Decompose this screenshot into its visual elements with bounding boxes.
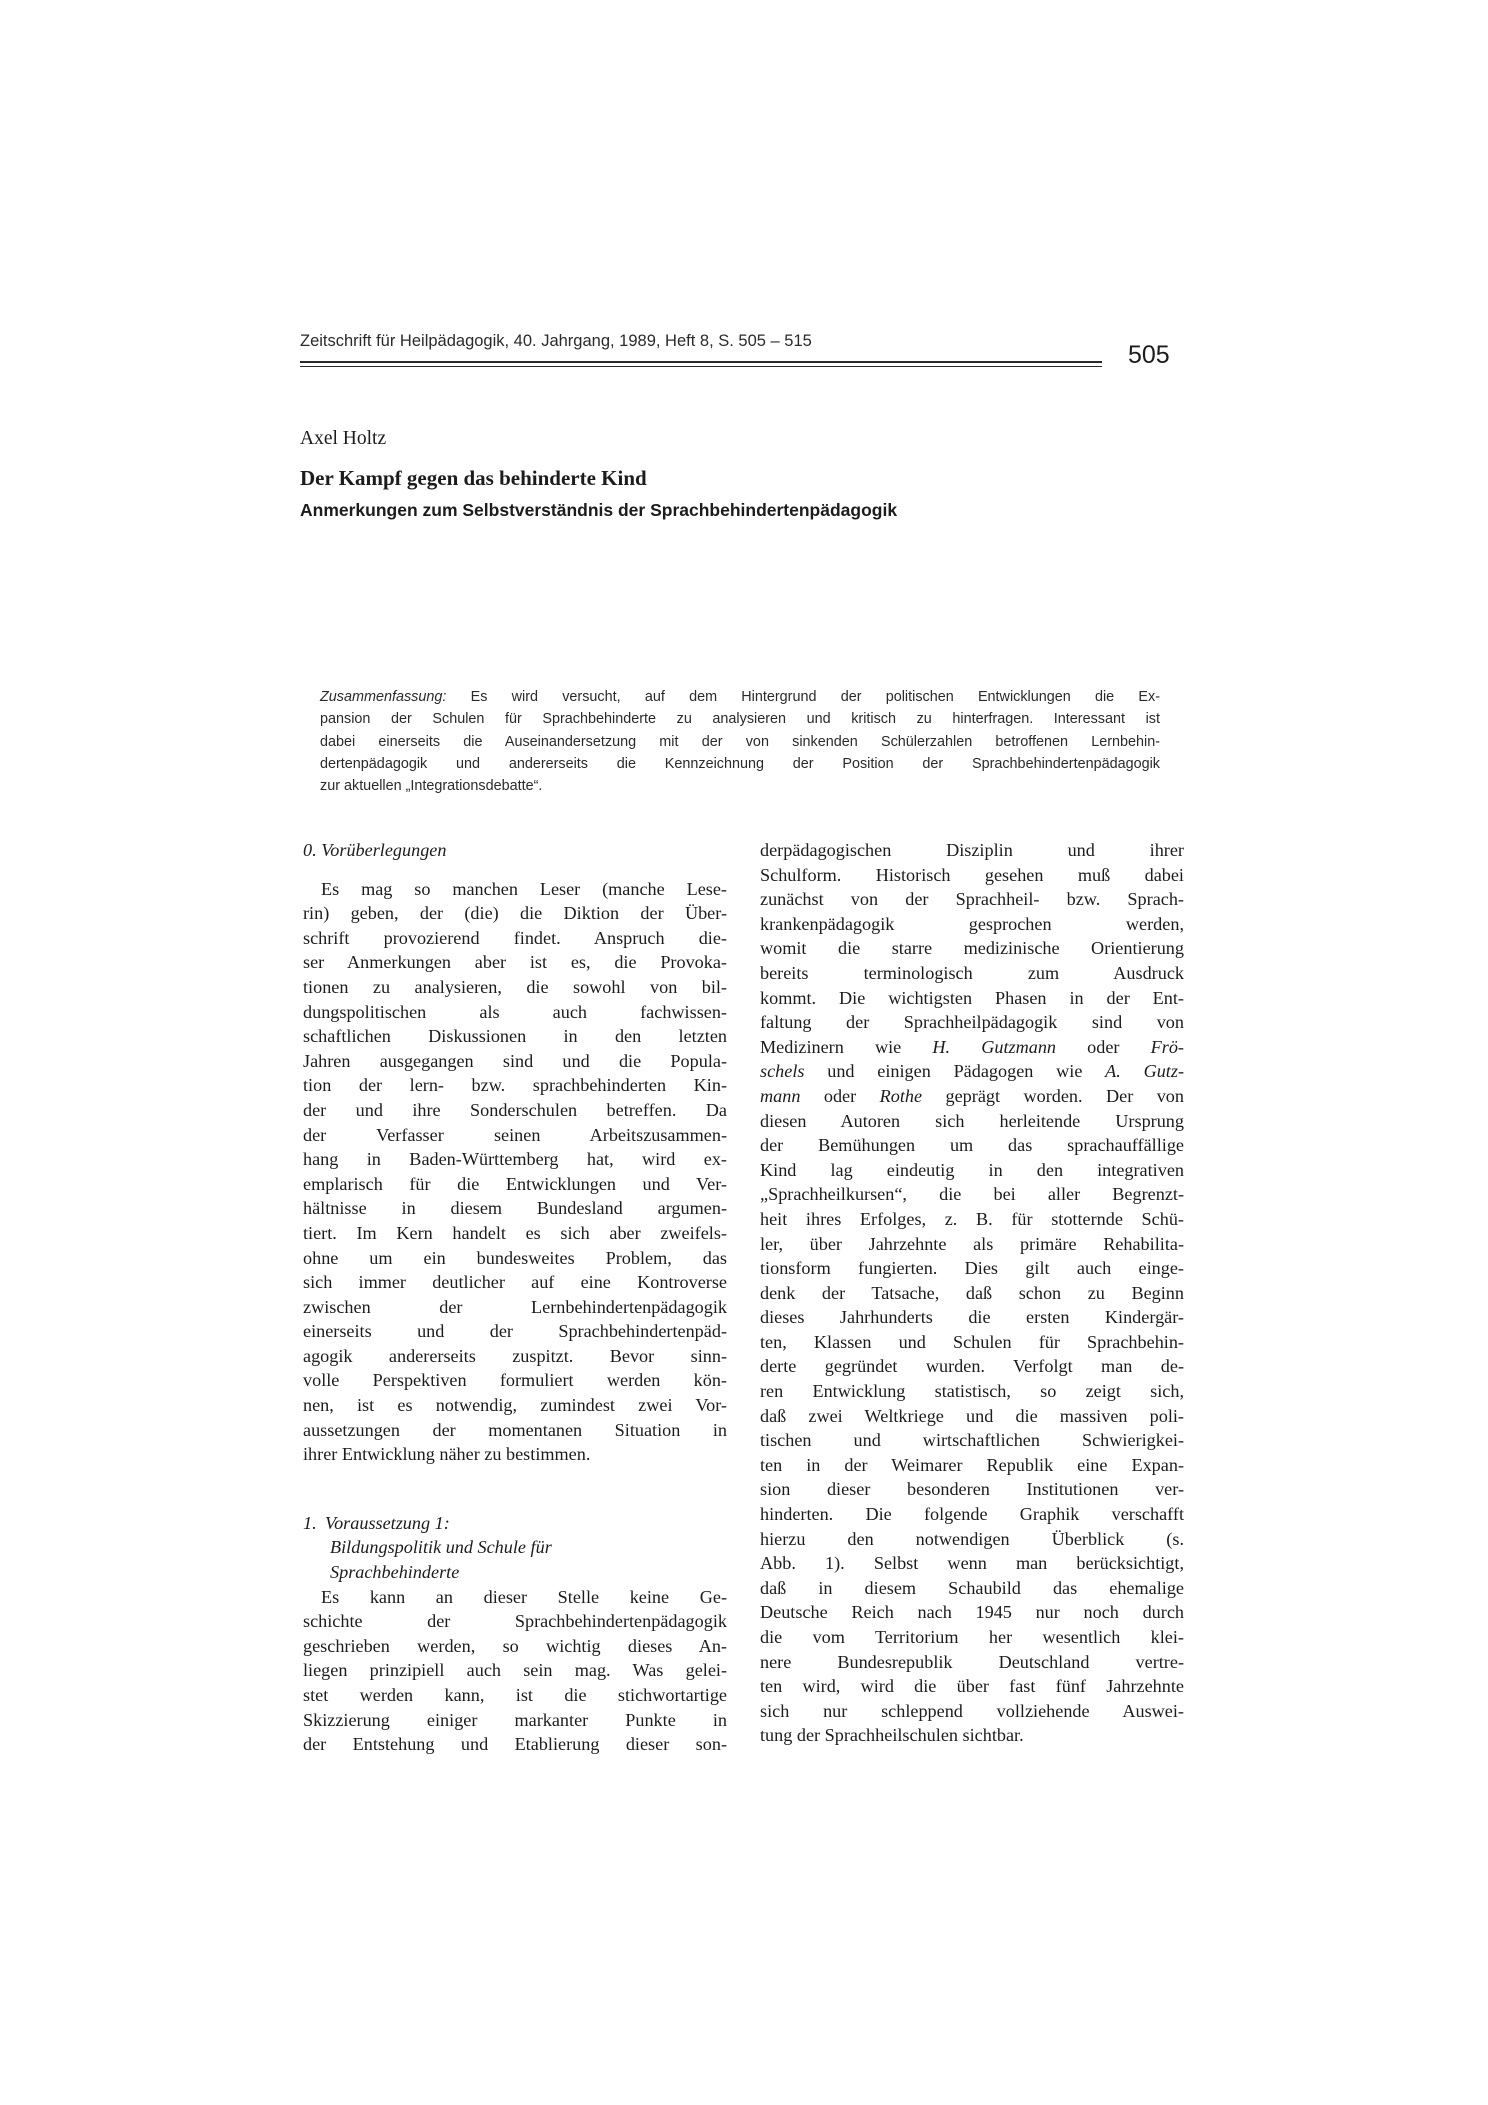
person-name: H. Gutzmann (932, 1036, 1057, 1057)
abstract-line: zur aktuellen „Integrationsdebatte“. (320, 778, 543, 795)
abstract (320, 686, 1160, 797)
text-line: denk der Tatsache, daß schon zu Beginn (760, 1282, 1184, 1303)
header-rule (300, 361, 1102, 363)
text-line: hältnisse in diesem Bundesland argumen- (303, 1198, 727, 1219)
text-line: ren Entwicklung statistisch, so zeigt sich, (760, 1381, 1184, 1402)
text-line: liegen prinzipiell auch sein mag. Was gelei- (303, 1660, 727, 1681)
left-column (303, 838, 727, 1757)
text-line: hierzu den notwendigen Überblick (s. (760, 1528, 1184, 1549)
text-line: Jahren ausgegangen sind und die Popula- (303, 1050, 727, 1071)
article-subtitle: Anmerkungen zum Selbstverständnis der Sprachbehindertenpädagogik (300, 500, 898, 520)
text-line: einerseits und der Sprachbehindertenpäd- (303, 1321, 727, 1342)
text-line: rin) geben, der (die) die Diktion der Über- (303, 903, 727, 924)
text-line: schichte der Sprachbehindertenpädagogik (303, 1611, 727, 1632)
text-line: ten wird, wird die über fast fünf Jahrzehnte (760, 1676, 1184, 1697)
text-line: daß in diesem Schaubild das ehemalige (760, 1577, 1184, 1598)
article-title: Der Kampf gegen das behinderte Kind (300, 466, 647, 490)
abstract-label: Zusammenfassung: (320, 689, 447, 705)
text-line: Deutsche Reich nach 1945 nur noch durch (760, 1602, 1184, 1623)
text-line: volle Perspektiven formuliert werden kön- (303, 1370, 727, 1391)
text-line: tiert. Im Kern handelt es sich aber zweifels- (303, 1222, 727, 1243)
text-line: daß zwei Weltkriege und die massiven poli- (760, 1405, 1184, 1426)
person-name: Rothe (879, 1085, 923, 1106)
page-number: 505 (1128, 341, 1170, 369)
text-line: ohne um ein bundesweites Problem, das (303, 1247, 727, 1268)
text-line: ser Anmerkungen aber ist es, die Provoka- (303, 952, 727, 973)
author: Axel Holtz (300, 428, 387, 449)
text-line: schels und einigen Pädagogen wie A. Gutz- (760, 1061, 1184, 1082)
text-line: diesen Autoren sich herleitende Ursprung (760, 1110, 1184, 1131)
right-column-body (760, 1109, 1184, 1748)
text-line: zwischen der Lernbehindertenpädagogik (303, 1296, 727, 1317)
abstract-line: dabei einerseits die Auseinandersetzung mit der von sinkenden Schülerzahlen betroffenen Lernbehin- (320, 733, 1160, 750)
text-line: hinderten. Die folgende Graphik verschafft (760, 1504, 1184, 1525)
section-number: 1. (303, 1512, 317, 1533)
abstract-line: Zusammenfassung: Es wird versucht, auf dem Hintergrund der politischen Entwicklungen die Ex- (320, 689, 1160, 705)
text-line: Medizinern wie H. Gutzmann oder Frö- (760, 1036, 1184, 1057)
text-line: sich immer deutlicher auf eine Kontroverse (303, 1272, 727, 1293)
text-line: zunächst von der Sprachheil- bzw. Sprach- (760, 889, 1184, 910)
text-line: sich nur schleppend vollziehende Auswei- (760, 1700, 1184, 1721)
person-name: schels (760, 1061, 805, 1082)
text-line: ten in der Weimarer Republik eine Expan- (760, 1454, 1184, 1475)
text-line: nen, ist es notwendig, zumindest zwei Vor- (303, 1395, 727, 1416)
text-line: derpädagogischen Disziplin und ihrer (760, 840, 1184, 860)
text-line: kommt. Die wichtigsten Phasen in der Ent- (760, 987, 1184, 1008)
person-name: A. Gutz- (1105, 1061, 1184, 1082)
text-line: Skizzierung einiger markanter Punkte in (303, 1709, 727, 1730)
text-line: aussetzungen der momentanen Situation in (303, 1419, 727, 1440)
text-line: Schulform. Historisch gesehen muß dabei (760, 864, 1184, 885)
section-heading-0: 0. Vorüberlegungen (303, 840, 447, 860)
text-line: stet werden kann, ist die stichwortartige (303, 1685, 727, 1705)
text-line: der Entstehung und Etablierung dieser son- (303, 1734, 727, 1755)
section-heading-1: 1. Voraussetzung 1: (303, 1511, 727, 1536)
text-line: der Verfasser seinen Arbeitszusammen- (303, 1124, 727, 1145)
person-name: mann (760, 1085, 801, 1106)
section-0-body (303, 877, 727, 1467)
header-rule-thin (300, 366, 1102, 367)
text-line: tionsform fungierten. Dies gilt auch einge- (760, 1258, 1184, 1279)
text-line: faltung der Sprachheilpädagogik sind von (760, 1012, 1184, 1033)
text-line: emplarisch für die Entwicklungen und Ver- (303, 1173, 727, 1194)
text-line: sion dieser besonderen Institutionen ver- (760, 1479, 1184, 1500)
text-line: tung der Sprachheilschulen sichtbar. (760, 1725, 1024, 1746)
text-line: Es mag so manchen Leser (manche Lese- (321, 878, 727, 899)
text-line: der und ihre Sonderschulen betreffen. Da (303, 1099, 727, 1120)
text-line: bereits terminologisch zum Ausdruck (760, 962, 1184, 983)
text-line: tionen zu analysieren, die sowohl von bil- (303, 976, 727, 997)
section-1-body (303, 1585, 727, 1757)
text-line: mann oder Rothe geprägt worden. Der von (760, 1085, 1184, 1106)
text-line: tischen und wirtschaftlichen Schwierigkei- (760, 1430, 1184, 1451)
text-line: ten, Klassen und Schulen für Sprachbehin- (760, 1331, 1184, 1352)
running-head: Zeitschrift für Heilpädagogik, 40. Jahrgang, 1989, Heft 8, S. 505 – 515 (300, 332, 812, 350)
text-line: geschrieben werden, so wichtig dieses An- (303, 1635, 727, 1656)
text-line: dieses Jahrhunderts die ersten Kindergär- (760, 1307, 1184, 1328)
text-line: tion der lern- bzw. sprachbehinderten Kin- (303, 1075, 727, 1096)
person-name: Frö- (1150, 1036, 1184, 1057)
text-line: Abb. 1). Selbst wenn man berücksichtigt, (760, 1553, 1184, 1574)
right-column (760, 838, 1184, 1748)
abstract-line: dertenpädagogik und andererseits die Kennzeichnung der Position der Sprachbehindertenpädagogik (320, 755, 1160, 772)
section-heading-1-line: Sprachbehinderte (330, 1562, 460, 1583)
text-line: „Sprachheilkursen“, die bei aller Begrenzt- (760, 1184, 1184, 1205)
text-line: nere Bundesrepublik Deutschland vertre- (760, 1651, 1184, 1672)
text-line: Kind lag eindeutig in den integrativen (760, 1159, 1184, 1180)
text-line: die vom Territorium her wesentlich klei- (760, 1627, 1184, 1647)
abstract-line: pansion der Schulen für Sprachbehinderte zu analysieren und kritisch zu hinterfragen. Interessant ist (320, 711, 1160, 728)
text-line: schrift provozierend findet. Anspruch die- (303, 927, 727, 948)
text-line: krankenpädagogik gesprochen werden, (760, 913, 1184, 934)
text-line: womit die starre medizinische Orientierung (760, 938, 1184, 959)
text-line: Es kann an dieser Stelle keine Ge- (321, 1586, 727, 1607)
section-heading-1-line: Bildungspolitik und Schule für (330, 1537, 552, 1558)
text-line: agogik andererseits zuspitzt. Bevor sinn- (303, 1345, 727, 1366)
text-line: ler, über Jahrzehnte als primäre Rehabilita- (760, 1233, 1184, 1254)
text-line: dungspolitischen als auch fachwissen- (303, 1001, 727, 1022)
text-line: heit ihres Erfolges, z. B. für stotternde Schü- (760, 1208, 1184, 1229)
text-line: derte gegründet wurden. Verfolgt man de- (760, 1356, 1184, 1377)
text-line: hang in Baden-Württemberg hat, wird ex- (303, 1149, 727, 1170)
text-line: ihrer Entwicklung näher zu bestimmen. (303, 1444, 591, 1465)
text-line: der Bemühungen um das sprachauffällige (760, 1135, 1184, 1156)
text-line: schaftlichen Diskussionen in den letzten (303, 1026, 727, 1047)
